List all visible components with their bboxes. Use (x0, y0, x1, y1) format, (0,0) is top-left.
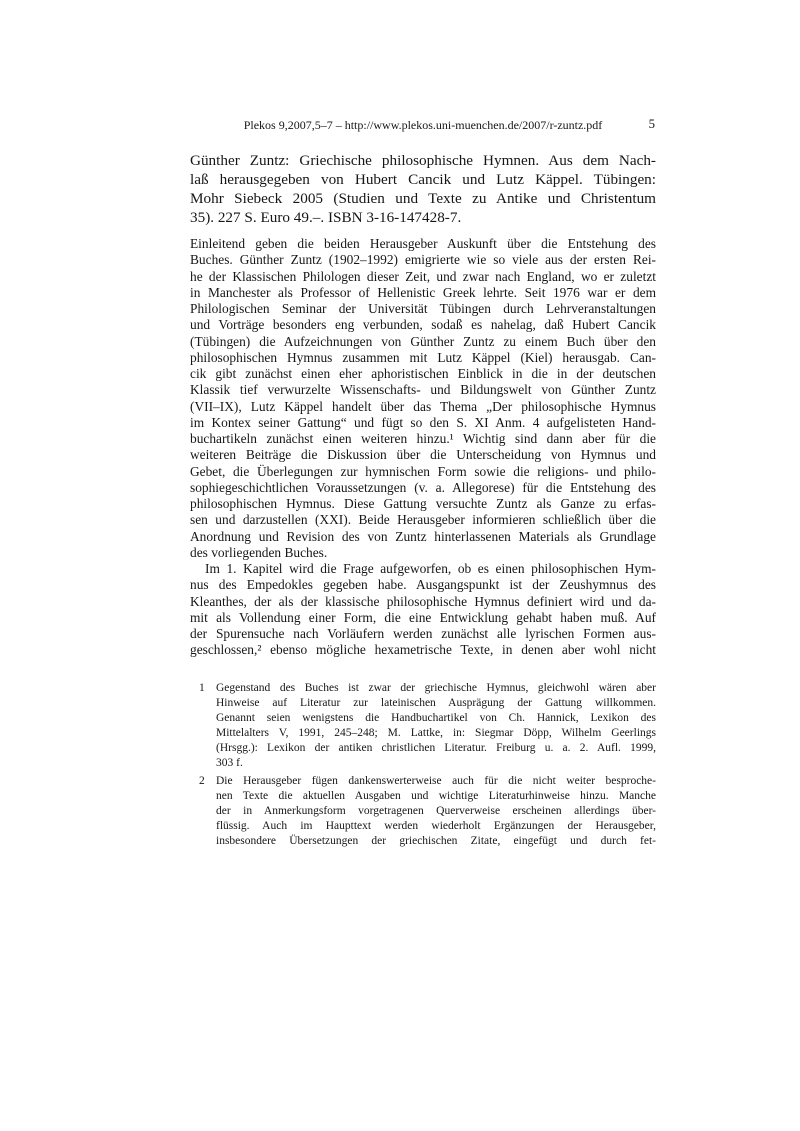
body-line: philosophischen Hymnus zusammen mit Lutz Käppel (Kiel) herausgab. Can- (190, 349, 656, 365)
footnote-line: flüssig. Auch im Haupttext werden wiederholt Ergänzungen der Herausgeber, (216, 820, 656, 832)
body-line: philosophischen Hymnus. Diese Gattung versuchte Zuntz als Ganze zu erfas- (190, 496, 656, 511)
footnote-line: 303 f. (216, 757, 243, 769)
paragraph (190, 236, 656, 561)
paragraph (190, 561, 656, 659)
footnote-line: nen Texte die aktuellen Ausgaben und wichtige Literaturhinweise hinzu. Manche (216, 790, 656, 802)
body-line: cik gibt zunächst einen eher aphoristischen Einblick in die in der deutschen (190, 366, 656, 381)
body-line: (Tübingen) die Aufzeichnungen von Günther Zuntz zu einem Buch über den (190, 333, 656, 349)
body-line: Kleanthes, der als der klassische philosophische Hymnus definiert wird und da- (190, 593, 656, 609)
footnote-line: Mittelalters V, 1991, 245–248; M. Lattke, in: Siegmar Döpp, Wilhelm Geerlings (216, 727, 656, 739)
body-line: geschlossen,² ebenso mögliche hexametrische Texte, in denen aber wohl nicht (190, 642, 656, 658)
footnote-line: Genannt seien wenigstens die Handbuchartikel von Ch. Hannick, Lexikon des (216, 712, 656, 724)
body-line: der Spurensuche nach Vorläufern werden zunächst alle lyrischen Formen aus- (190, 626, 656, 641)
body-line: weiteren Beiträge die Diskussion über die Unterscheidung von Hymnus und (190, 447, 656, 463)
footnote-line: Die Herausgeber fügen dankenswerterweise auch für die nicht weiter besproche- (216, 775, 656, 787)
footnote-number: 1 (199, 682, 205, 694)
body-line: Philologischen Seminar der Universität Tübingen durch Lehrveranstaltungen (190, 301, 656, 316)
body-line: nus des Empedokles gegeben habe. Ausgangspunkt ist der Zeushymnus des (190, 577, 656, 593)
footnote-line: Gegenstand des Buches ist zwar der griechische Hymnus, gleichwohl wären aber (216, 682, 656, 694)
body-line: Gebet, die Überlegungen zur hymnischen Form sowie die religions- und philo- (190, 463, 656, 479)
title-line: Günther Zuntz: Griechische philosophische Hymnen. Aus dem Nach- (190, 152, 656, 169)
body-line: Im 1. Kapitel wird die Frage aufgeworfen, ob es einen philosophischen Hym- (205, 561, 656, 576)
body-line: Anordnung und Revision des von Zuntz hinterlassenen Materials als Grundlage (190, 528, 656, 544)
footnotes-section (190, 681, 656, 849)
page-number: 5 (648, 117, 655, 131)
footnote-line: der in Anmerkungsform vorgetragenen Querverweise erscheinen allerdings über- (216, 805, 656, 817)
footnote-line: (Hrsgg.): Lexikon der antiken christlichen Literatur. Freiburg u. a. 2. Aufl. 1999, (216, 742, 656, 754)
footnote-text (216, 681, 656, 771)
body-line: im Kontex seiner Gattung“ und fügt so den S. XI Anm. 4 aufgelisteten Hand- (190, 414, 656, 430)
footnote-number: 2 (199, 775, 205, 787)
review-body (190, 236, 656, 659)
body-line: sophiegeschichtlichen Voraussetzungen (v. a. Allegorese) für die Entstehung des (190, 479, 656, 495)
title-line: 35). 227 S. Euro 49.–. ISBN 3-16-147428-7. (190, 209, 462, 226)
body-line: und Vorträge besonders eng verbunden, sodaß es nahelag, daß Hubert Cancik (190, 317, 656, 333)
running-header (190, 118, 656, 132)
body-line: des vorliegenden Buches. (190, 544, 328, 560)
title-line: laß herausgegeben von Hubert Cancik und Lutz Käppel. Tübingen: (190, 171, 656, 188)
book-title (190, 151, 656, 227)
body-line: Einleitend geben die beiden Herausgeber Auskunft über die Entstehung des (190, 236, 656, 251)
footnote (190, 774, 656, 849)
body-line: in Manchester als Professor of Hellenistic Greek lehrte. Seit 1976 war er dem (190, 284, 656, 300)
running-title: Plekos 9,2007,5–7 – http://www.plekos.uni-muenchen.de/2007/r-zuntz.pdf (243, 118, 603, 132)
footnote-line: Hinweise auf Literatur zur lateinischen Ausprägung der Gattung willkommen. (216, 697, 656, 709)
body-line: (VII–IX), Lutz Käppel handelt über das Thema „Der philosophische Hymnus (190, 398, 656, 414)
body-line: Buches. Günther Zuntz (1902–1992) emigrierte wie so viele aus der ersten Rei- (190, 252, 656, 268)
footnote-line: insbesondere Übersetzungen der griechischen Zitate, eingefügt und durch fet- (216, 835, 656, 847)
footnote (190, 681, 656, 771)
body-line: buchartikeln zunächst einen weiteren hinzu.¹ Wichtig sind dann aber für die (190, 431, 656, 446)
footnote-text (216, 774, 656, 849)
title-line: Mohr Siebeck 2005 (Studien und Texte zu Antike und Christentum (190, 190, 656, 207)
body-line: Klassik tief verwurzelte Wissenschafts- und Bildungswelt von Günther Zuntz (190, 382, 656, 398)
body-line: sen und darzustellen (XXI). Beide Herausgeber informieren schließlich über die (190, 512, 656, 528)
body-line: mit als Vollendung einer Form, die eine Entwicklung gehabt haben muß. Auf (190, 609, 656, 625)
body-line: he der Klassischen Philologen dieser Zeit, und zwar nach England, wo er zuletzt (190, 268, 656, 284)
